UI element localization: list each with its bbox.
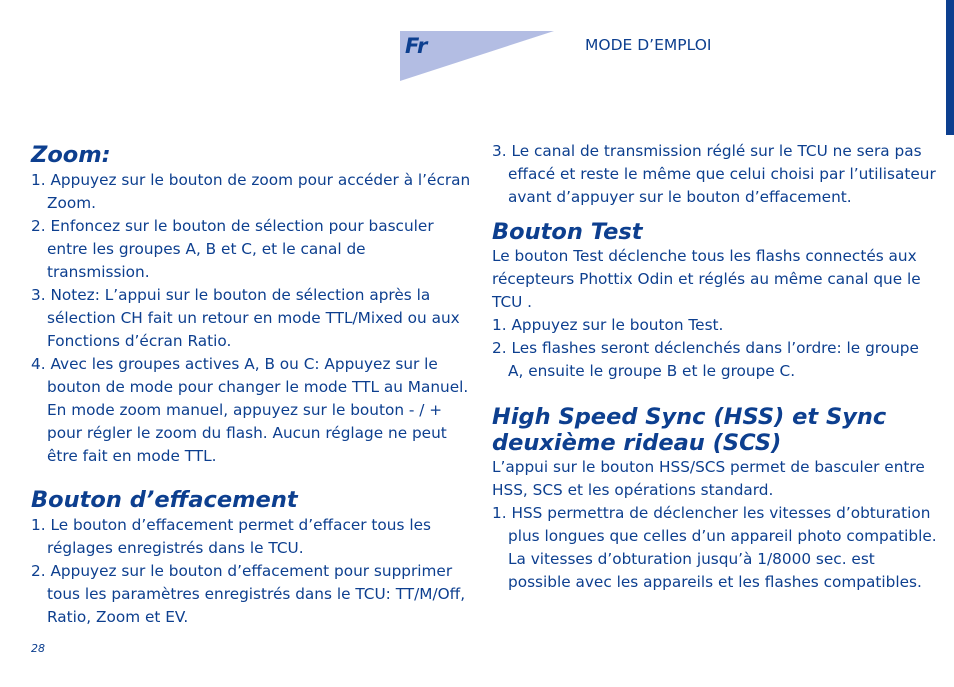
hss-heading-line-1: High Speed Sync (HSS) et Sync xyxy=(492,404,887,430)
left-column xyxy=(31,142,471,629)
zoom-heading: Zoom: xyxy=(31,142,111,168)
edge-tab-bar xyxy=(946,0,954,135)
zoom-step-2: 2. Enfoncez sur le bouton de sélection pour basculer entre les groupes A, B et C, et le canal de transmission. xyxy=(31,217,434,281)
hss-step-1: 1. HSS permettra de déclencher les vitesses d’obturation plus longues que celles d’un appareil photo compatible. La vitesses d’obturation jusqu’à 1/8000 sec. est possible avec les appareils et les flashes compatibles. xyxy=(492,504,937,591)
document-title: MODE D’EMPLOI xyxy=(585,36,712,54)
right-column xyxy=(492,140,937,594)
language-label: Fr xyxy=(405,34,428,58)
hss-heading-line-2: deuxième rideau (SCS) xyxy=(492,430,782,456)
hss-intro: L’appui sur le bouton HSS/SCS permet de basculer entre HSS, SCS et les opérations standard. xyxy=(492,458,925,499)
clear-step-1: 1. Le bouton d’effacement permet d’effacer tous les réglages enregistrés dans le TCU. xyxy=(31,516,431,557)
zoom-step-1: 1. Appuyez sur le bouton de zoom pour accéder à l’écran Zoom. xyxy=(31,171,471,212)
page-number: 28 xyxy=(31,642,45,655)
zoom-step-4: 4. Avec les groupes actives A, B ou C: Appuyez sur le bouton de mode pour changer le mode TTL au Manuel. En mode zoom manuel, appuyez sur le bouton - / + pour régler le zoom du flash. Aucun réglage ne peut être fait en mode TTL. xyxy=(31,355,469,465)
test-button-heading: Bouton Test xyxy=(492,219,643,245)
zoom-step-3: 3. Notez: L’appui sur le bouton de sélection après la sélection CH fait un retour en mode TTL/Mixed ou aux Fonctions d’écran Ratio. xyxy=(31,286,460,350)
clear-step-2: 2. Appuyez sur le bouton d’effacement pour supprimer tous les paramètres enregistrés dans le TCU: TT/M/Off, Ratio, Zoom et EV. xyxy=(31,562,466,626)
test-intro: Le bouton Test déclenche tous les flashs connectés aux récepteurs Phottix Odin et réglés au même canal que le TCU . xyxy=(492,247,921,311)
test-step-1: 1. Appuyez sur le bouton Test. xyxy=(492,316,724,334)
clear-step-3: 3. Le canal de transmission réglé sur le TCU ne sera pas effacé et reste le même que celui choisi par l’utilisateur avant d’appuyer sur le bouton d’effacement. xyxy=(492,142,936,206)
clear-button-heading: Bouton d’effacement xyxy=(31,487,298,513)
test-step-2: 2. Les flashes seront déclenchés dans l’ordre: le groupe A, ensuite le groupe B et le groupe C. xyxy=(492,339,919,380)
